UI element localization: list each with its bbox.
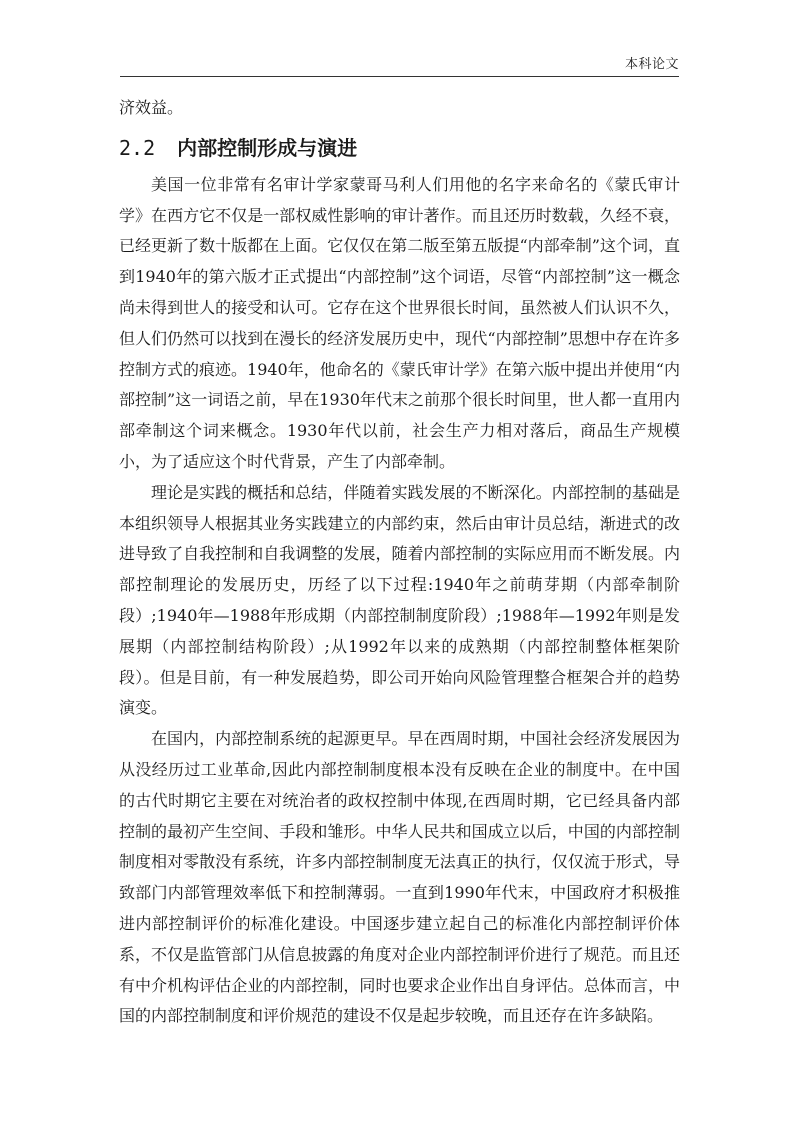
paragraph-domestic-origin: 在国内，内部控制系统的起源更早。早在西周时期，中国社会经济发展因为从没经历过工业革命,因此内部控制制度根本没有反映在企业的制度中。在中国的古代时期它主要在对统治者的政权控制中体现,在西周时期，它已经具备内部控制的最初产生空间、手段和雏形。中华人民共和国成立以后，中国的内部控制制度相对零散没有系统，许多内部控制制度无法真正的执行，仅仅流于形式，导致部门内部管理效率低下和控制薄弱。一直到1990年代末，中国政府才积极推进内部控制评价的标准化建设。中国逐步建立起自己的标准化内部控制评价体系，不仅是监管部门从信息披露的角度对企业内部控制评价进行了规范。而且还有中介机构评估企业的内部控制，同时也要求企业作出自身评估。总体而言，中国的内部控制制度和评价规范的建设不仅是起步较晚，而且还存在许多缺陷。 [119,729,680,1026]
page-header [0,0,793,88]
header-label: 本科论文 [624,57,679,72]
opening-fragment: 济效益。 [119,98,184,117]
section-number: 2.2 [119,135,156,160]
section-title: 内部控制形成与演进 [177,135,358,160]
document-body [119,93,680,1032]
section-heading [119,130,680,166]
paragraph-montgomery: 美国一位非常有名审计学家蒙哥马利人们用他的名字来命名的《蒙氏审计学》在西方它不仅是一部权威性影响的审计著作。而且还历时数载，久经不衰，已经更新了数十版都在上面。它仅仅在第二版至第五版提“内部牵制”这个词，直到1940年的第六版才正式提出“内部控制”这个词语，尽管“内部控制”这一概念尚未得到世人的接受和认可。它存在这个世界很长时间，虽然被人们认识不久，但人们仍然可以找到在漫长的经济发展历史中，现代“内部控制”思想中存在许多控制方式的痕迹。1940年，他命名的《蒙氏审计学》在第六版中提出并使用“内部控制”这一词语之前，早在1930年代末之前那个很长时间里，世人都一直用内部牵制这个词来概念。1930年代以前，社会生产力相对落后，商品生产规模小，为了适应这个时代背景，产生了内部牵制。 [119,174,680,471]
header-rule [120,76,679,77]
paragraph-theory-development: 理论是实践的概括和总结，伴随着实践发展的不断深化。内部控制的基础是本组织领导人根据其业务实践建立的内部约束，然后由审计员总结，渐进式的改进导致了自我控制和自我调整的发展，随着内部控制的实际应用而不断发展。内部控制理论的发展历史，历经了以下过程:1940年之前萌芽期（内部牵制阶段）;1940年—1988年形成期（内部控制制度阶段）;1988年—1992年则是发展期（内部控制结构阶段）;从1992年以来的成熟期（内部控制整体框架阶段）。但是目前，有一种发展趋势，即公司开始向风险管理整合框架合并的趋势演变。 [119,482,680,718]
